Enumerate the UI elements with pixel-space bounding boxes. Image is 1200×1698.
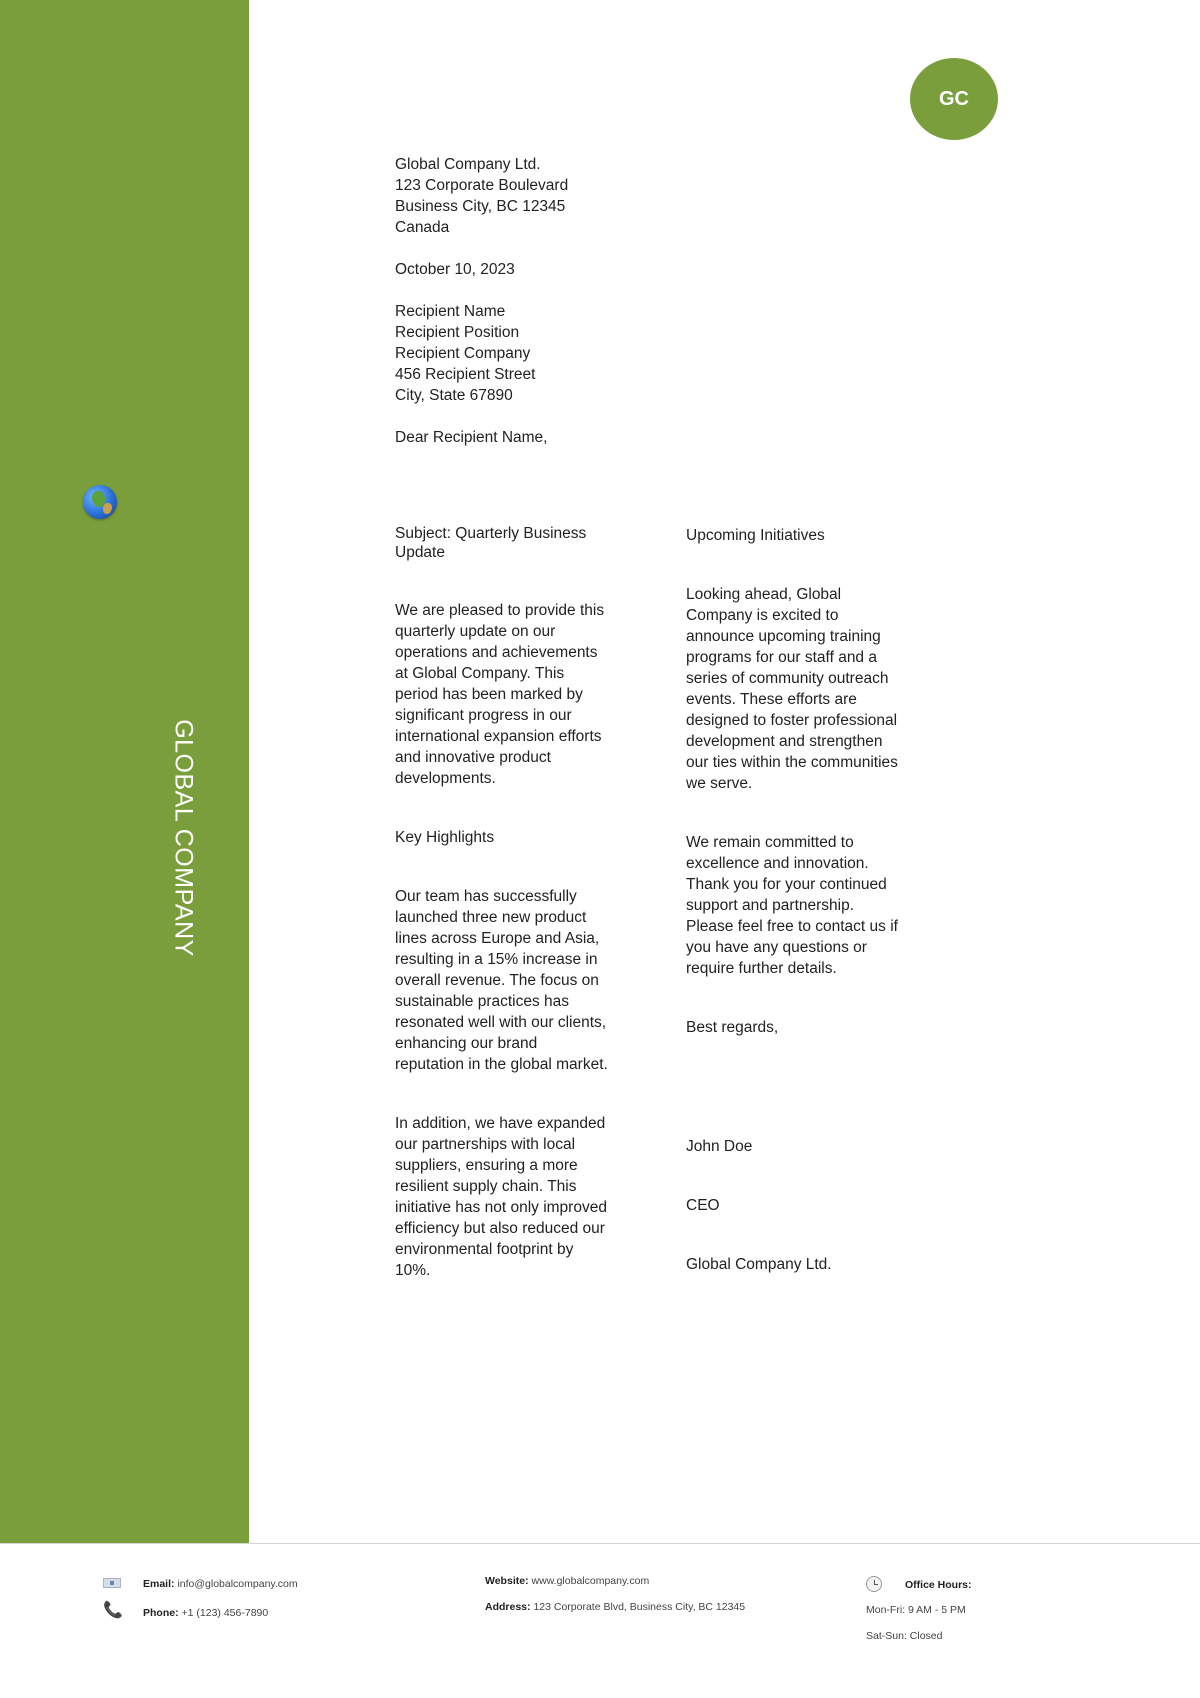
- footer-website[interactable]: [485, 1575, 649, 1587]
- letter-left-column: [395, 525, 610, 1281]
- phone-label: Phone:: [143, 1607, 179, 1619]
- company-logo: GC: [910, 58, 998, 140]
- email-value[interactable]: info@globalcompany.com: [177, 1578, 298, 1590]
- recipient-company: Recipient Company: [395, 345, 531, 362]
- footer-address: [485, 1601, 745, 1613]
- footer-email[interactable]: [143, 1578, 298, 1590]
- signer-name: John Doe: [686, 1138, 753, 1155]
- initiatives-heading: Upcoming Initiatives: [686, 527, 825, 544]
- sender-name: Global Company Ltd.: [395, 156, 541, 173]
- website-value[interactable]: www.globalcompany.com: [531, 1575, 650, 1587]
- footer: [0, 1543, 1200, 1698]
- globe-icon: [83, 485, 117, 519]
- office-hours-weekday: Mon-Fri: 9 AM - 5 PM: [866, 1604, 966, 1616]
- highlights-heading: Key Highlights: [395, 829, 495, 846]
- recipient-street: 456 Recipient Street: [395, 366, 536, 383]
- phone-icon: 📞: [103, 1602, 123, 1619]
- sender-country: Canada: [395, 219, 450, 236]
- signer-title: CEO: [686, 1197, 720, 1214]
- envelope-icon: [103, 1578, 121, 1588]
- closing-paragraph: We remain committed to excellence and innovation. Thank you for your continued support and partnership. Please feel free to contact us if you have any questions or require further details.: [686, 834, 898, 977]
- highlights-paragraph-2: In addition, we have expanded our partnerships with local suppliers, ensuring a more resilient supply chain. This initiative has not only improved efficiency but also reduced our environmental footprint by 10%.: [395, 1115, 607, 1279]
- recipient-address: [395, 301, 535, 406]
- website-label: Website:: [485, 1575, 529, 1587]
- intro-paragraph: We are pleased to provide this quarterly update on our operations and achievements at Global Company. This period has been marked by significant progress in our international expansion efforts and innovative product developments.: [395, 602, 605, 787]
- vertical-company-name: GLOBAL COMPANY: [169, 719, 198, 957]
- sender-address: [395, 154, 568, 238]
- sign-off: Best regards,: [686, 1019, 779, 1036]
- office-hours-weekend: Sat-Sun: Closed: [866, 1630, 943, 1642]
- sender-city: Business City, BC 12345: [395, 198, 566, 215]
- office-hours-label: [905, 1579, 972, 1591]
- recipient-name: Recipient Name: [395, 303, 506, 320]
- subject-line: Subject: Quarterly Business Update: [395, 525, 587, 561]
- letter-right-column: [686, 525, 901, 1275]
- initiatives-paragraph: Looking ahead, Global Company is excited to announce upcoming training programs for our staff and a series of community outreach events. These efforts are designed to foster professional development and strengthen our ties within the communities we serve.: [686, 586, 898, 792]
- signer-company: Global Company Ltd.: [686, 1256, 832, 1273]
- office-hours-label-text: Office Hours:: [905, 1579, 972, 1591]
- address-label: Address:: [485, 1601, 531, 1613]
- clock-icon: [866, 1576, 882, 1592]
- phone-value[interactable]: +1 (123) 456-7890: [181, 1607, 269, 1619]
- brand-sidebar: [0, 0, 249, 1543]
- highlights-paragraph-1: Our team has successfully launched three new product lines across Europe and Asia, resulting in a 15% increase in overall revenue. The focus on sustainable practices has resonated well with our clients, enhancing our brand reputation in the global market.: [395, 888, 608, 1073]
- recipient-city: City, State 67890: [395, 387, 513, 404]
- sender-street: 123 Corporate Boulevard: [395, 177, 569, 194]
- email-label: Email:: [143, 1578, 175, 1590]
- letter-date: October 10, 2023: [395, 261, 515, 278]
- salutation: Dear Recipient Name,: [395, 429, 548, 446]
- address-value: 123 Corporate Blvd, Business City, BC 12345: [533, 1601, 746, 1613]
- footer-phone[interactable]: [143, 1607, 268, 1619]
- recipient-position: Recipient Position: [395, 324, 520, 341]
